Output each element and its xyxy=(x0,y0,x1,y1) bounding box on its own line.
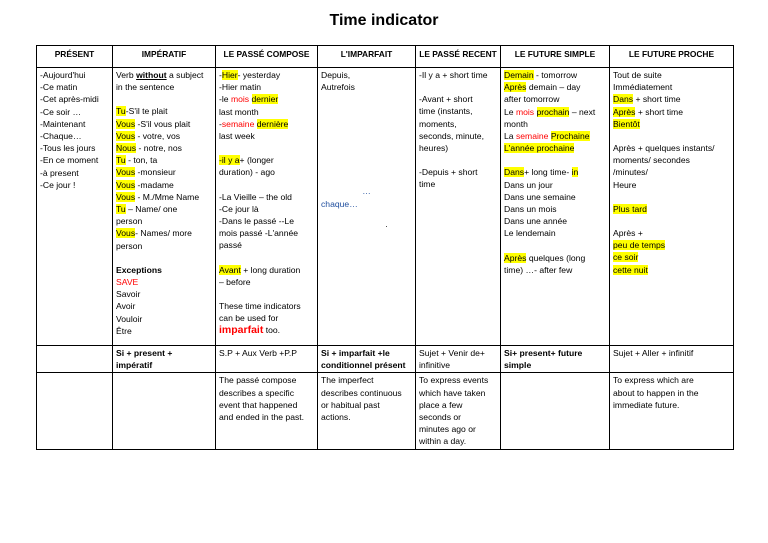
fs-line: Dans un jour xyxy=(504,179,553,190)
pr-line: time (instants, xyxy=(419,106,473,117)
fs-line: time) …- after few xyxy=(504,264,573,275)
present-item: -Maintenant xyxy=(40,118,86,129)
imperatif-intro-2: in the sentence xyxy=(116,82,175,93)
fp-line: peu de temps xyxy=(613,240,666,251)
header-imparfait: L'IMPARFAIT xyxy=(318,46,416,68)
imperatif-line: Vous - votre, vos xyxy=(116,130,181,141)
cell-passe-recent xyxy=(416,68,501,346)
exception-savoir: Savoir xyxy=(116,289,141,300)
imperatif-line: Vous- Names/ more xyxy=(116,228,192,239)
imperatif-line: Tu – Name/ one xyxy=(116,204,178,215)
pc-line: mois passé -L'année xyxy=(219,228,299,239)
exception-vouloir: Vouloir xyxy=(116,313,143,324)
exception-avoir: Avoir xyxy=(116,301,136,312)
fp-line: Plus tard xyxy=(613,203,647,214)
usage-futur-proche: To express which are about to happen in the immediate future. xyxy=(610,373,734,449)
time-indicator-table xyxy=(36,45,734,450)
fp-line: Immédiatement xyxy=(613,82,673,93)
imparfait-line: Autrefois xyxy=(321,82,355,93)
exceptions-heading: Exceptions xyxy=(116,264,162,275)
present-item: -Tous les jours xyxy=(40,143,96,154)
imperatif-line: Vous -monsieur xyxy=(116,167,176,178)
cell-futur-proche xyxy=(610,68,734,346)
imperatif-line: Vous -S'il vous plait xyxy=(116,118,191,129)
header-row xyxy=(37,46,734,68)
pr-line: seconds, minute, xyxy=(419,130,484,141)
indicators-row xyxy=(37,68,734,346)
pc-line: Avant + long duration xyxy=(219,264,301,275)
fp-line: Bientôt xyxy=(613,118,640,129)
present-item: -Ce matin xyxy=(40,82,78,93)
pr-line: -Avant + short xyxy=(419,94,473,105)
header-passe-recent: LE PASSÉ RECENT xyxy=(416,46,501,68)
formation-imparfait: Si + imparfait +le conditionnel présent xyxy=(318,346,416,373)
usage-futur-simple xyxy=(501,373,610,449)
present-item: -à present xyxy=(40,167,79,178)
present-item: -Ce soir … xyxy=(40,106,82,117)
fp-line: ce soir xyxy=(613,252,639,263)
pr-line: heures) xyxy=(419,143,449,154)
usage-imperatif xyxy=(113,373,216,449)
usage-passe-compose: The passé compose describes a specific event that happened and ended in the past. xyxy=(216,373,318,449)
formation-present xyxy=(37,346,113,373)
formation-row xyxy=(37,346,734,373)
pc-line: -Ce jour là xyxy=(219,203,259,214)
imperatif-line: Tu-S'il te plait xyxy=(116,106,168,117)
page-title: Time indicator xyxy=(329,12,439,29)
imperatif-line: Vous - M./Mme Name xyxy=(116,191,200,202)
fp-line: Tout de suite xyxy=(613,70,662,80)
pc-line: -Hier matin xyxy=(219,82,262,93)
imparfait-dot: . xyxy=(385,218,388,229)
pr-line: -Depuis + short xyxy=(419,167,478,178)
formation-passe-compose: S.P + Aux Verb +P.P xyxy=(216,346,318,373)
fs-line: Dans un mois xyxy=(504,204,557,215)
pc-line: -Dans le passé --Le xyxy=(219,216,294,227)
header-futur-simple: LE FUTURE SIMPLE xyxy=(501,46,610,68)
pc-line: passé xyxy=(219,240,242,251)
pc-line: -Hier- yesterday xyxy=(219,70,281,80)
pc-line: duration) - ago xyxy=(219,167,275,178)
present-item: -En ce moment xyxy=(40,155,99,166)
formation-passe-recent: Sujet + Venir de+ infinitive xyxy=(416,346,501,373)
present-item: -Ce jour ! xyxy=(40,179,76,190)
pc-line: -il y a+ (longer xyxy=(219,155,274,166)
cell-passe-compose xyxy=(216,68,318,346)
pc-line: -semaine dernière xyxy=(219,118,289,129)
pc-line: last week xyxy=(219,131,255,142)
header-passe-compose: LE PASSÉ COMPOSE xyxy=(216,46,318,68)
fs-line: La semaine Prochaine xyxy=(504,131,590,142)
fp-line: moments/ secondes xyxy=(613,155,690,166)
pc-note: imparfait too. xyxy=(219,324,281,337)
cell-futur-simple xyxy=(501,68,610,346)
fp-line: Après + short time xyxy=(613,106,683,117)
fs-line: L'année prochaine xyxy=(504,143,575,154)
fs-line: Dans+ long time- in xyxy=(504,167,579,178)
imperatif-line: Nous - notre, nos xyxy=(116,143,182,154)
pc-note: These time indicators xyxy=(219,301,301,312)
header-imperatif: IMPÉRATIF xyxy=(113,46,216,68)
fp-line: Après + quelques instants/ xyxy=(613,143,715,154)
usage-present xyxy=(37,373,113,449)
imperatif-line: person xyxy=(116,216,143,227)
imperatif-line: Vous -madame xyxy=(116,179,174,190)
present-item: -Aujourd'hui xyxy=(40,70,86,80)
usage-row xyxy=(37,373,734,449)
present-item: -Cet après-midi xyxy=(40,94,99,105)
pr-line: -Il y a + short time xyxy=(419,70,488,80)
pc-line: – before xyxy=(219,276,251,287)
imparfait-line: Depuis, xyxy=(321,70,351,80)
cell-imparfait xyxy=(318,68,416,346)
imperatif-line: person xyxy=(116,240,143,251)
cell-present xyxy=(37,68,113,346)
pc-line: last month xyxy=(219,106,259,117)
formation-futur-simple: Si+ present+ future simple xyxy=(501,346,610,373)
fp-line: /minutes/ xyxy=(613,167,648,178)
header-futur-proche: LE FUTURE PROCHE xyxy=(610,46,734,68)
pr-line: moments, xyxy=(419,118,457,129)
imparfait-chaque: chaque… xyxy=(321,198,358,209)
pr-line: time xyxy=(419,179,436,190)
exception-save: SAVE xyxy=(116,277,139,288)
formation-futur-proche: Sujet + Aller + infinitif xyxy=(610,346,734,373)
pc-note: can be used for xyxy=(219,313,279,324)
present-item: -Chaque… xyxy=(40,131,82,142)
fs-line: Demain - tomorrow xyxy=(504,70,578,80)
fs-line: month xyxy=(504,118,528,129)
imperatif-line: Tu - ton, ta xyxy=(116,155,158,166)
header-present: PRÉSENT xyxy=(37,46,113,68)
fs-line: Le mois prochain – next xyxy=(504,106,596,117)
fs-line: Après demain – day xyxy=(504,82,581,93)
imparfait-dots: … xyxy=(362,186,371,197)
usage-passe-recent: To express events which have taken place a few seconds or minutes ago or within a day. xyxy=(416,373,501,449)
exception-etre: Être xyxy=(116,325,132,336)
fs-line: after tomorrow xyxy=(504,94,560,105)
fs-line: Après quelques (long xyxy=(504,252,586,263)
usage-imparfait: The imperfect describes continuous or habitual past actions. xyxy=(318,373,416,449)
fp-line: Heure xyxy=(613,179,637,190)
fp-line: Après + xyxy=(613,228,643,239)
cell-imperatif xyxy=(113,68,216,346)
fp-line: Dans + short time xyxy=(613,94,681,105)
pc-line: -le mois dernier xyxy=(219,94,279,105)
formation-imperatif: Si + present + impératif xyxy=(113,346,216,373)
fs-line: Dans une année xyxy=(504,216,568,227)
fp-line: cette nuit xyxy=(613,264,648,275)
pc-line: -La Vieille – the old xyxy=(219,191,292,202)
imperatif-intro: Verb without a subject xyxy=(116,70,204,80)
fs-line: Le lendemain xyxy=(504,228,556,239)
fs-line: Dans une semaine xyxy=(504,191,576,202)
